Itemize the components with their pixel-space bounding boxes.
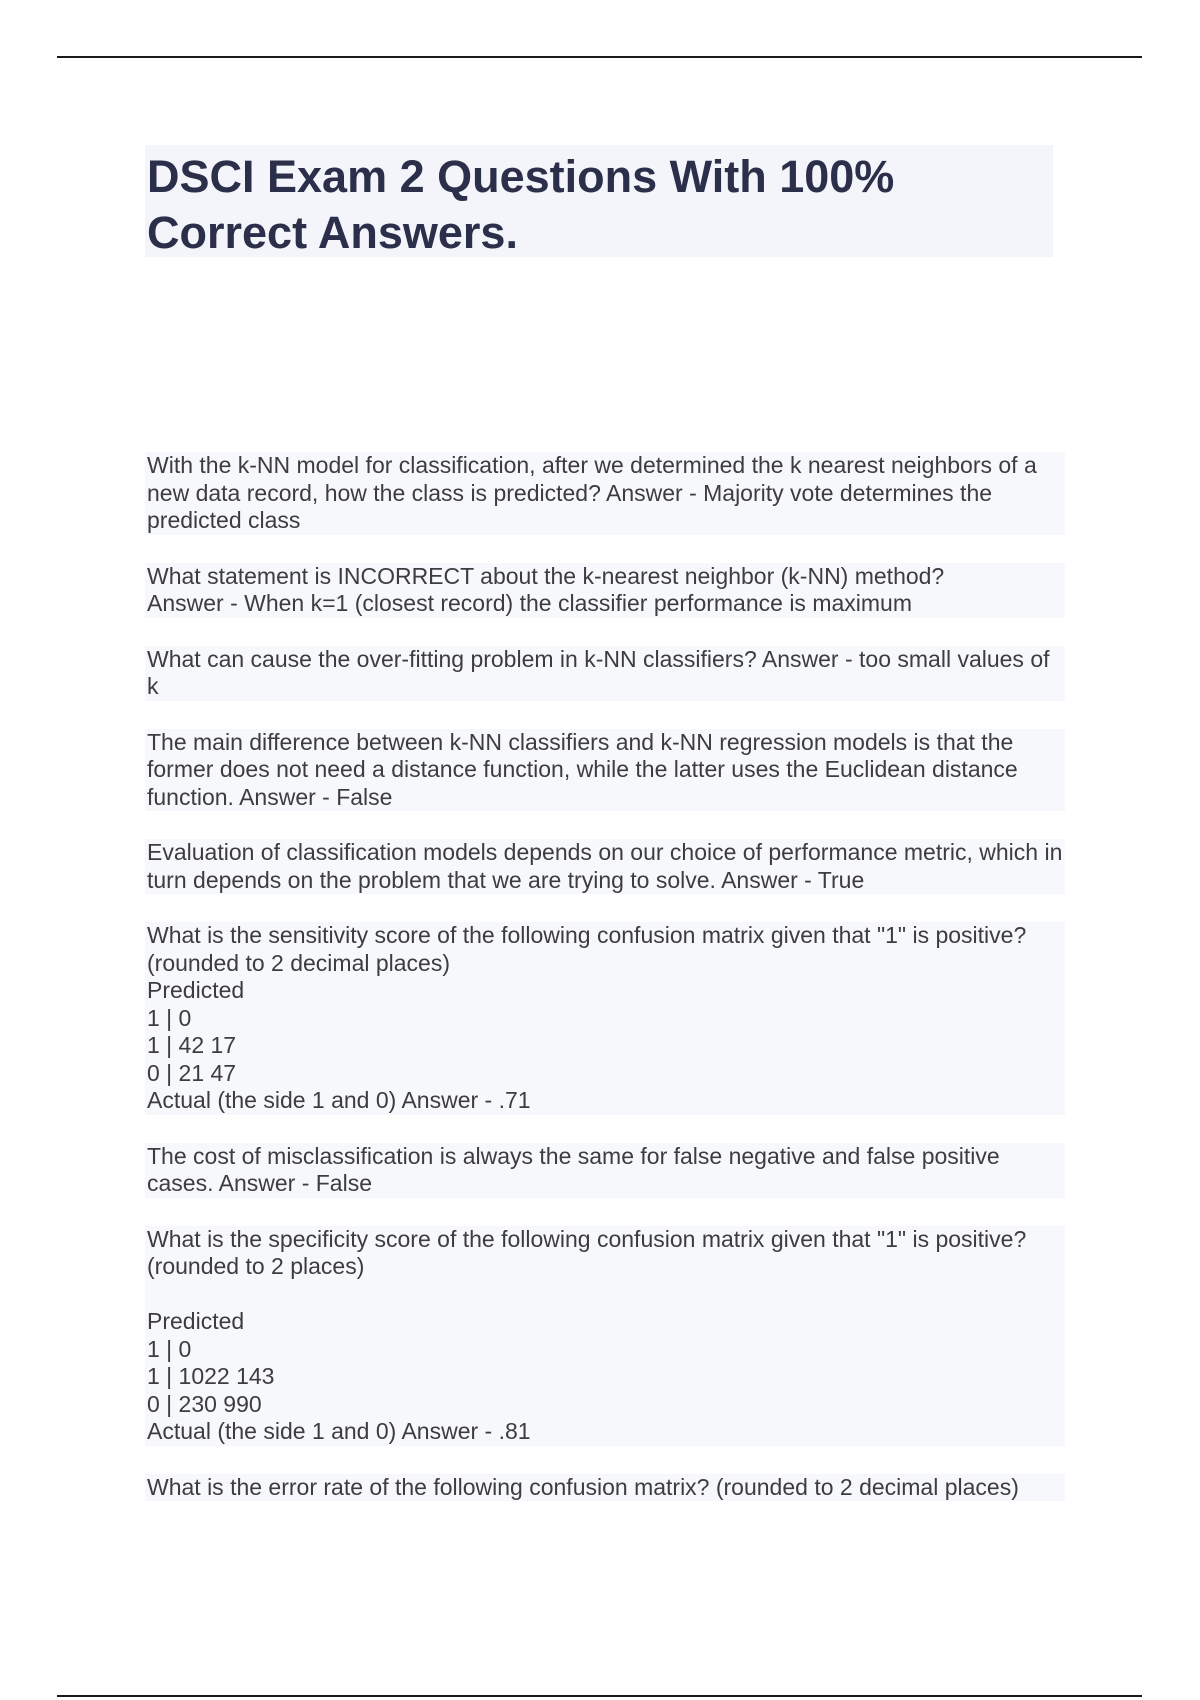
question-text: What is the error rate of the following confusion matrix? (rounded to 2 decimal places) <box>147 1473 1019 1500</box>
question-text: What can cause the over-fitting problem in k-NN classifiers? <box>147 645 757 672</box>
qa-item-1 <box>145 452 1065 535</box>
question-text: The main difference between k-NN classifiers and k-NN regression models is that the former does not need a distance function, while the latter uses the Euclidean distance function. <box>147 728 1018 810</box>
answer-label: Answer - <box>147 590 245 616</box>
qa-item-4 <box>145 729 1065 812</box>
answer-label: Answer - <box>213 1170 316 1196</box>
question-text: With the k-NN model for classification, after we determined the k nearest neighbors of a new data record, how the class is predicted? <box>147 452 1037 506</box>
page-title: DSCI Exam 2 Questions With 100% Correct Answers. <box>147 151 895 258</box>
answer-text: too small values of k <box>147 645 1050 699</box>
question-text: What is the specificity score of the following confusion matrix given that "1" is positive? (rounded to 2 places) Predicted 1 | 0 1 | 1022 143 0 | 230 990 Actual (the side 1 and 0) <box>147 1225 1027 1444</box>
answer-label: Answer - <box>715 866 818 893</box>
question-text: What is the sensitivity score of the following confusion matrix given that "1" is positive? (rounded to 2 decimal places) Predicted 1 | 0 1 | 42 17 0 | 21 47 Actual (the side 1 and 0) <box>147 922 1027 1113</box>
question-text: Evaluation of classification models depends on our choice of performance metric, which in turn depends on the problem that we are trying to solve. <box>147 839 1063 893</box>
answer-text: When k=1 (closest record) the classifier performance is maximum <box>244 590 912 616</box>
header-rule <box>57 56 1142 58</box>
answer-text: .71 <box>498 1087 531 1113</box>
qa-item-9 <box>145 1474 1065 1502</box>
answer-text: Majority vote determines the predicted class <box>147 479 993 533</box>
answer-text: False <box>315 1170 372 1196</box>
qa-item-3 <box>145 646 1065 701</box>
answer-label: Answer - <box>396 1087 499 1113</box>
question-text: What statement is INCORRECT about the k-nearest neighbor (k-NN) method? <box>147 562 945 589</box>
question-list <box>145 452 1065 1529</box>
title-block <box>145 145 1053 257</box>
answer-text: True <box>817 866 865 893</box>
question-text: The cost of misclassification is always the same for false negative and false positive cases. <box>147 1142 1000 1196</box>
answer-text: False <box>336 783 393 810</box>
qa-item-8 <box>145 1226 1065 1446</box>
answer-text: .81 <box>498 1418 531 1444</box>
answer-label: Answer - <box>396 1418 499 1444</box>
qa-item-6 <box>145 922 1065 1115</box>
qa-item-2 <box>145 563 1065 618</box>
footer-rule <box>57 1695 1142 1697</box>
answer-label: Answer - <box>233 783 337 810</box>
qa-item-7 <box>145 1143 1065 1198</box>
qa-item-5 <box>145 839 1065 894</box>
answer-label: Answer - <box>600 479 704 506</box>
answer-label: Answer - <box>756 645 860 672</box>
